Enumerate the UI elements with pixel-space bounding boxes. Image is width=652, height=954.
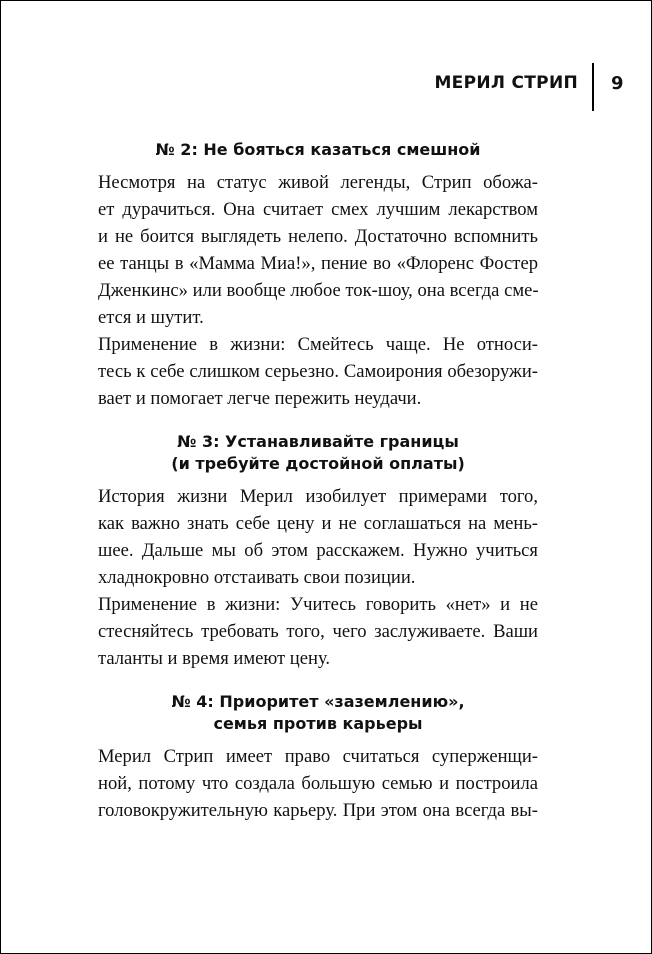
body-paragraph	[98, 331, 538, 412]
section-heading	[98, 431, 538, 475]
page-number: 9	[611, 72, 624, 94]
text-line: ется и шутит.	[98, 307, 204, 328]
section-heading	[98, 139, 538, 161]
heading-line: № 2: Не бояться казаться смешной	[155, 140, 481, 159]
text-line: хладнокровно отстаивать свои позиции.	[98, 567, 416, 588]
section-heading	[98, 691, 538, 735]
text-line: тесь к себе слишком серьезно. Самоирония обезоружи-	[98, 361, 538, 382]
page-body	[98, 139, 538, 824]
body-paragraph	[98, 591, 538, 672]
text-line: головокружительную карьеру. При этом она всегда вы-	[98, 800, 538, 821]
text-line: История жизни Мерил изобилует примерами того,	[98, 486, 538, 507]
text-line: как важно знать себе цену и не соглашаться на мень-	[98, 513, 538, 534]
text-line: Мерил Стрип имеет право считаться суперженщи-	[98, 746, 538, 767]
text-line: ной, потому что создала большую семью и построила	[98, 773, 538, 794]
text-line: ее танцы в «Мамма Миа!», пение во «Флоренс Фостер	[98, 253, 538, 274]
text-line: Дженкинс» или вообще любое ток-шоу, она всегда сме-	[98, 280, 539, 301]
text-line: вает и помогает легче пережить неудачи.	[98, 388, 422, 409]
running-head-title: МЕРИЛ СТРИП	[434, 73, 578, 93]
text-line: таланты и время имеют цену.	[98, 648, 331, 669]
heading-line: (и требуйте достойной оплаты)	[171, 454, 465, 473]
running-head	[434, 63, 651, 111]
text-line: Применение в жизни: Смейтесь чаще. Не относи-	[98, 334, 538, 355]
body-paragraph	[98, 483, 538, 591]
heading-line: семья против карьеры	[213, 714, 423, 733]
body-paragraph	[98, 743, 538, 824]
body-paragraph	[98, 169, 538, 331]
heading-line: № 3: Устанавливайте границы	[177, 432, 459, 451]
heading-line: № 4: Приоритет «заземлению»,	[171, 692, 465, 711]
text-line: Несмотря на статус живой легенды, Стрип обожа-	[98, 172, 538, 193]
text-line: стесняйтесь требовать того, чего заслуживаете. Ваши	[98, 621, 538, 642]
text-line: шее. Дальше мы об этом расскажем. Нужно учиться	[98, 540, 538, 561]
text-line: ет дурачиться. Она считает смех лучшим лекарством	[98, 199, 538, 220]
text-line: Применение в жизни: Учитесь говорить «нет» и не	[98, 594, 538, 615]
text-line: и не боится выглядеть нелепо. Достаточно вспомнить	[98, 226, 538, 247]
